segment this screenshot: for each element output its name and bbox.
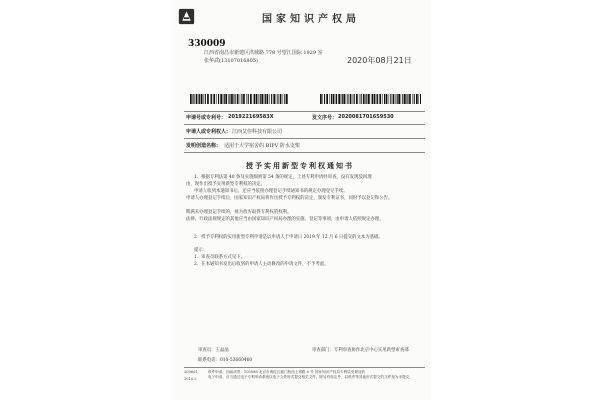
divider [184,138,425,139]
divider [184,367,425,368]
applicant-label: 申请人或专利权人： [186,129,232,135]
doc-number: 2020081701659530 [338,114,394,120]
form-date-code: 2010.2 [184,377,197,381]
hint-item: 2．在本通知书发出后收到的申请人主动修改的申请文件，不予考虑。 [194,262,329,267]
application-number: 201922169583X [228,114,274,120]
hint-heading: 提示： [194,248,208,253]
phone: 联系电话：010-53660460 [198,358,253,363]
divider [184,124,425,125]
agency-name: 国家知识产权局 [262,14,360,25]
recipient-line: 张华武(13107016805) [204,57,258,64]
form-code: 200601 [184,370,198,374]
examiner: 审查员：王晶晶 [198,348,229,353]
doc-number-label: 发文序号： [312,115,338,121]
applicant-name: 江西艾佳科技有限公司 [232,129,283,135]
issue-date: 2020年08月21日 [347,56,412,65]
barcode-left [190,94,288,104]
paragraph: 由，现作出授予实用新型专利权的决定。 [186,182,266,187]
fine-print-line: 电子申请，应当通过电子专利申请系统以电子文件形式提交相关文件。除另有规定外，以纸件等其他形式提交的文件视为未提交。 [208,374,413,379]
notice-title: 授予实用新型专利权通知书 [246,161,354,170]
paragraph: 1．根据专利法第 40 条及实施细则第 54 条的规定，上述专利申请经审查，没有发现驳回理 [194,175,372,180]
paragraph: 2．授予专利权的实用新型专利申请是以申请人于申请日 2019 年 12 月 6 日提交的文本为基础。 [194,235,383,240]
mailing-address [204,50,324,65]
cnipa-logo-icon [178,8,195,25]
paragraph: 申请人办理登记手续后，国家知识产权局将作出授予专利权的决定，颁发专利证书，同时予以登记和公告。 [186,196,393,201]
department: 审查部门：专利审查协作北京中心实用新型审查部 [312,348,409,353]
invention-title-label: 发明创造名称： [186,143,222,149]
divider [184,152,425,153]
application-number-label: 申请号或专利号： [186,115,227,121]
barcode-right [320,94,421,104]
invention-name: 适用于大学宿舍的 BIPV 防水支架 [224,143,300,149]
postal-code: 330009 [188,39,226,49]
address-line: 江西省南昌市新建区洪城路 778 号望江国际 1929 室 [204,50,323,56]
fine-print-line: 纸件申请，回函请寄：100088 北京市海淀区蓟门桥西土城路 6 号 国家知识产权局专利局受理处收 [208,370,366,374]
fine-print [208,370,426,379]
divider [184,111,425,112]
hint-item: 1．审查员联系方式见下。 [194,255,246,260]
paragraph: 期满未办理登记手续的，视为放弃取得专利权的权利。 [186,210,292,215]
paragraph: 申请人收到本通知书后，还应当依照办理登记手续通知书的规定办理登记手续。 [194,189,348,194]
paragraph: 法律、行政法规规定的其他应当由国家知识产权局办理的实施、登记等事项，由申请人依照规定办理。 [186,217,384,222]
